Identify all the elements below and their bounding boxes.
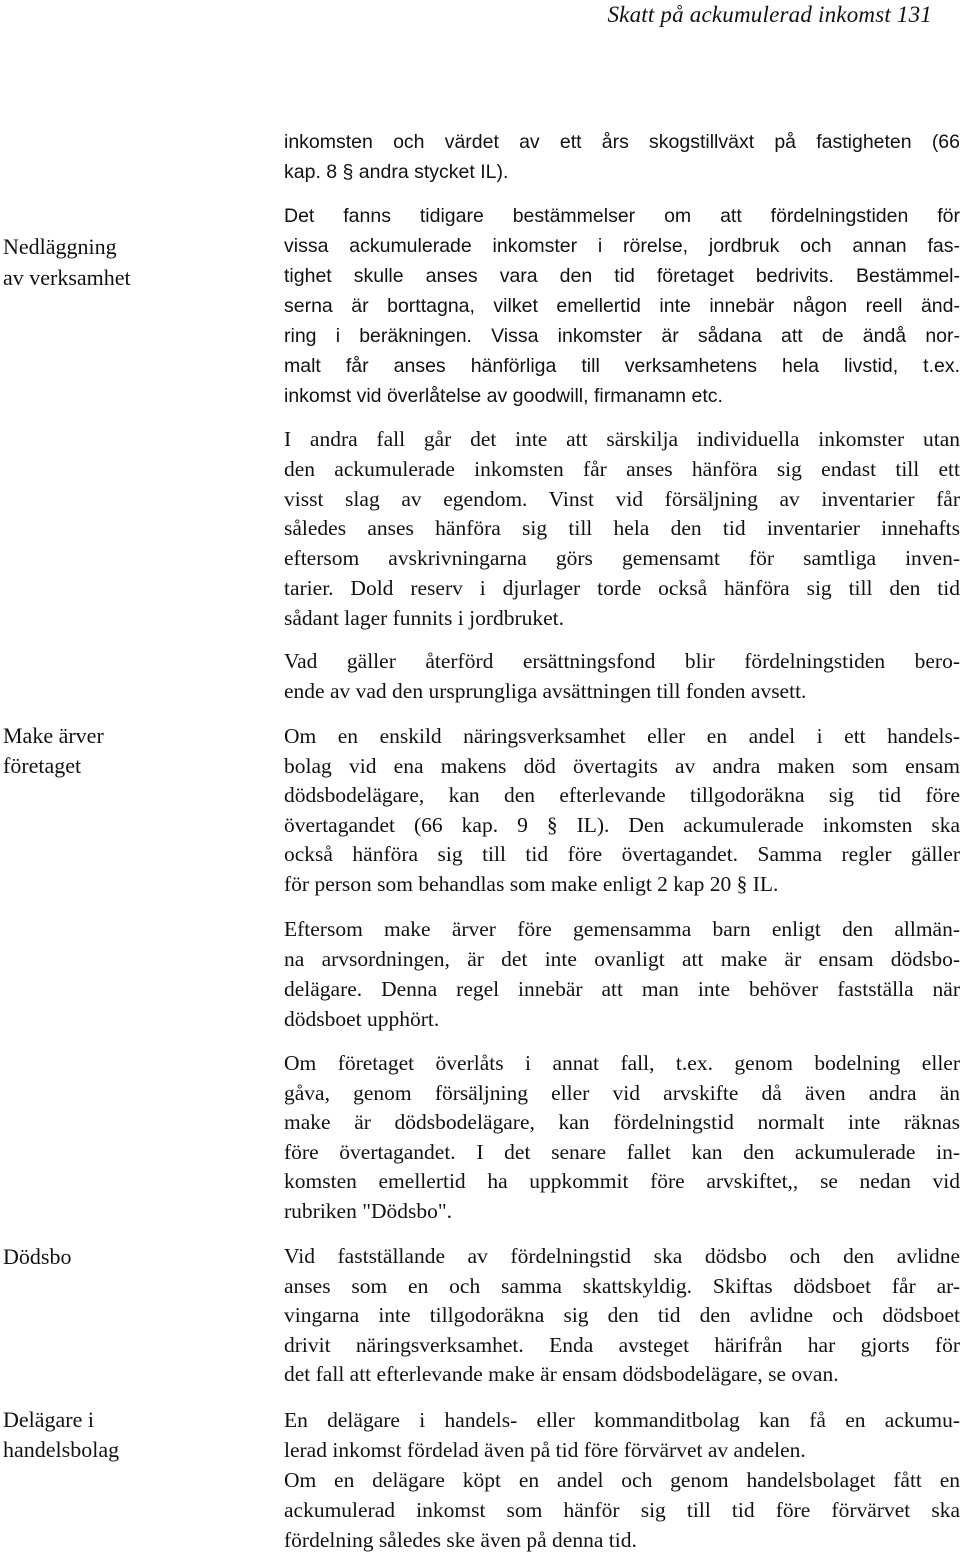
margin-heading-make-arver bbox=[3, 721, 203, 781]
text-line: komsten emellertid ha uppkommit före arvskiftet,, se nedan vid bbox=[284, 1169, 960, 1194]
text-line: för person som behandlas som make enligt 2 kap 20 § IL. bbox=[284, 871, 779, 896]
margin-heading-line: Delägare i bbox=[3, 1407, 94, 1432]
margin-heading-dodsbo bbox=[3, 1242, 203, 1272]
text-line: vissa ackumulerade inkomster i rörelse, jordbruk och annan fas- bbox=[284, 235, 960, 257]
margin-heading-line: företaget bbox=[3, 753, 82, 778]
text-line: ende av vad den ursprungliga avsättningen till fonden avsett. bbox=[284, 679, 807, 703]
text-line: Eftersom make ärver före gemensamma barn enligt den allmän- bbox=[284, 917, 960, 941]
text-line: make är dödsbodelägare, kan fördelningstid normalt inte räknas bbox=[284, 1110, 960, 1135]
text-line: drivit näringsverksamhet. Enda avsteget härifrån har gjorts för bbox=[284, 1332, 960, 1357]
text-line: sådant lager funnits i jordbruket. bbox=[284, 605, 565, 630]
margin-heading-line: Dödsbo bbox=[3, 1244, 72, 1269]
text-line: också hänföra sig till tid före övertagandet. Samma regler gäller bbox=[284, 842, 960, 867]
text-line: kap. 8 § andra stycket IL). bbox=[284, 161, 509, 183]
margin-heading-nedlaggning bbox=[3, 231, 203, 293]
text-line: Vid fastställande av fördelningstid ska dödsbo och den avlidne bbox=[284, 1244, 960, 1268]
paragraph-make-arver bbox=[284, 722, 960, 900]
text-line: Om en enskild näringsverksamhet eller en andel i ett handels- bbox=[284, 724, 960, 748]
text-line: inkomst vid överlåtelse av goodwill, firmanamn etc. bbox=[284, 385, 723, 407]
margin-heading-line: av verksamhet bbox=[3, 265, 131, 290]
text-line: rubriken "Dödsbo". bbox=[284, 1198, 453, 1223]
text-line: I andra fall går det inte att särskilja individuella inkomster utan bbox=[284, 427, 960, 451]
text-line: na arvsordningen, är det inte ovanligt att make är ensam dödsbo- bbox=[284, 947, 960, 971]
text-line: inkomsten och värdet av ett års skogstillväxt på fastigheten (66 bbox=[284, 131, 960, 153]
text-line: visst slag av egendom. Vinst vid försäljning av inventarier får bbox=[284, 486, 960, 511]
paragraph-ersattningsfond bbox=[284, 646, 960, 706]
text-line: Det fanns tidigare bestämmelser om att fördelningstiden för bbox=[284, 205, 960, 227]
text-line: tighet skulle anses vara den tid företaget bedrivits. Bestämmel- bbox=[284, 265, 960, 287]
text-line: serna är borttagna, vilket emellertid inte innebär någon reell änd- bbox=[284, 295, 960, 317]
text-line: malt får anses hänförliga till verksamhetens hela livstid, t.ex. bbox=[284, 355, 960, 377]
text-line: övertagandet (66 kap. 9 § IL). Den ackumulerade inkomsten ska bbox=[284, 812, 960, 837]
running-header: Skatt på ackumulerad inkomst 131 bbox=[607, 2, 932, 27]
text-line: delägare. Denna regel innebär att man inte behöver fastställa när bbox=[284, 977, 960, 1001]
text-line: det fall att efterlevande make är ensam dödsbodelägare, se ovan. bbox=[284, 1362, 839, 1387]
paragraph-nedlaggning bbox=[284, 201, 960, 411]
paragraph-delagare bbox=[284, 1405, 960, 1555]
text-line: anses som en och samma skattskyldig. Skiftas dödsboet får ar- bbox=[284, 1273, 960, 1298]
margin-heading-line: Nedläggning bbox=[3, 234, 117, 259]
text-line: ring i beräkningen. Vissa inkomster är sådana att de ändå nor- bbox=[284, 325, 960, 347]
paragraph-gemensamma-barn bbox=[284, 914, 960, 1034]
text-line: eftersom avskrivningarna görs gemensamt för samtliga inven- bbox=[284, 546, 960, 571]
text-line: gåva, genom försäljning eller vid arvskifte då även andra än bbox=[284, 1080, 960, 1105]
text-line: Om företaget överlåts i annat fall, t.ex. genom bodelning eller bbox=[284, 1051, 960, 1075]
paragraph-dodsbo bbox=[284, 1242, 960, 1390]
text-line: bolag vid ena makens död övertagits av andra maken som ensam bbox=[284, 753, 960, 778]
text-line: lerad inkomst fördelad även på tid före förvärvet av andelen. bbox=[284, 1438, 806, 1462]
text-line: dödsbodelägare, kan den efterlevande tillgodoräkna sig tid före bbox=[284, 783, 960, 808]
margin-heading-line: Make ärver bbox=[3, 723, 104, 748]
text-line: Om en delägare köpt en andel och genom handelsbolaget fått en bbox=[284, 1468, 960, 1492]
text-line: ackumulerad inkomst som hänför sig till tid före förvärvet ska bbox=[284, 1498, 960, 1522]
paragraph-continuation bbox=[284, 127, 960, 187]
margin-heading-delagare bbox=[3, 1405, 203, 1465]
margin-heading-line: handelsbolag bbox=[3, 1437, 120, 1462]
text-line: fördelning således ske även på denna tid. bbox=[284, 1528, 637, 1552]
text-line: före övertagandet. I det senare fallet kan den ackumulerade in- bbox=[284, 1139, 960, 1164]
text-line: vingarna inte tillgodoräkna sig den tid den avlidne och dödsboet bbox=[284, 1303, 960, 1328]
text-line: dödsboet upphört. bbox=[284, 1007, 440, 1031]
text-line: således anses hänföra sig till hela den tid inventarier innehafts bbox=[284, 516, 960, 541]
text-line: den ackumulerade inkomsten får anses hänföra sig endast till ett bbox=[284, 456, 960, 481]
text-line: tarier. Dold reserv i djurlager torde också hänföra sig till den tid bbox=[284, 575, 960, 600]
paragraph-overlats bbox=[284, 1049, 960, 1227]
text-line: Vad gäller återförd ersättningsfond blir fördelningstiden bero- bbox=[284, 649, 960, 673]
paragraph-andra-fall bbox=[284, 425, 960, 634]
text-line: En delägare i handels- eller kommanditbolag kan få en ackumu- bbox=[284, 1408, 960, 1432]
